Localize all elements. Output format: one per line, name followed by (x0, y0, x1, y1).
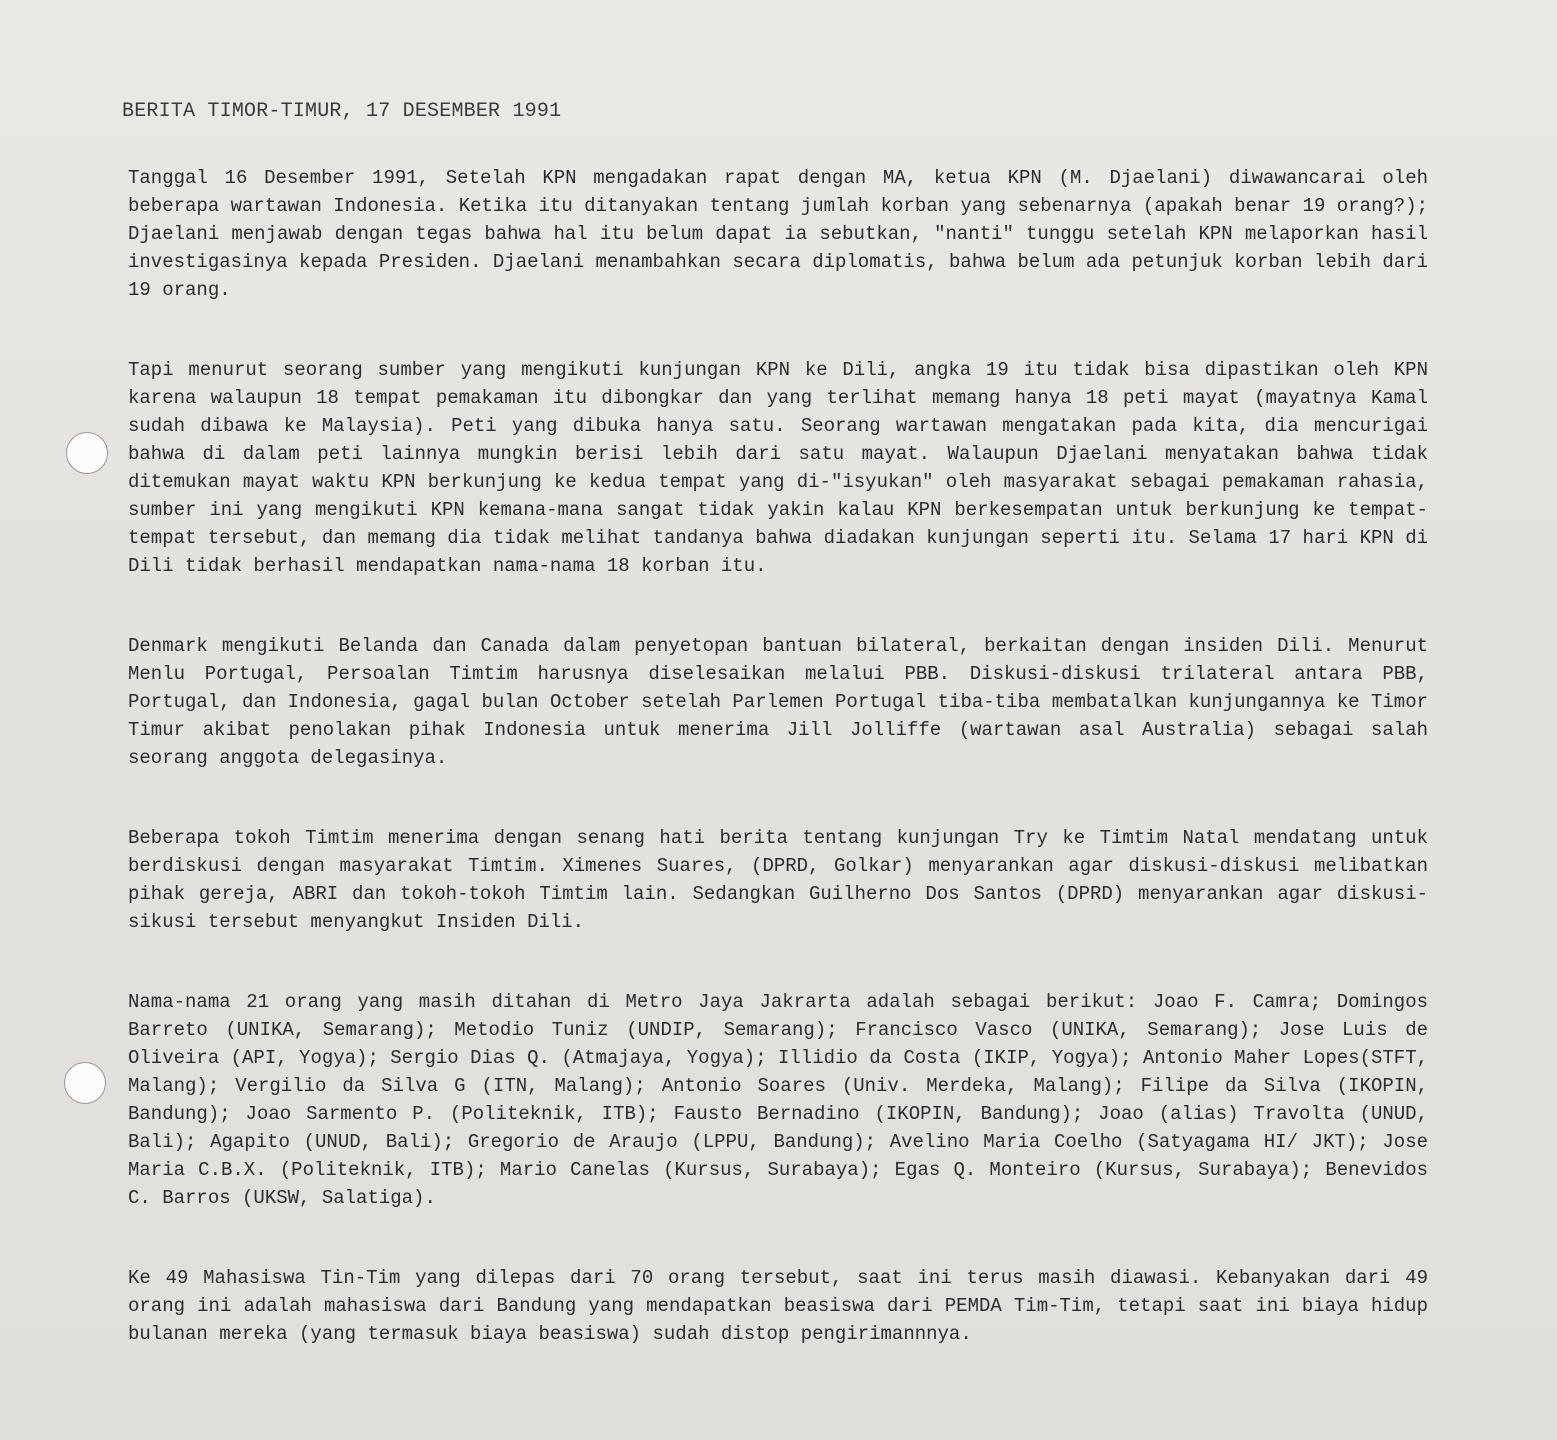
punch-hole (64, 1062, 106, 1104)
document-body (128, 164, 1428, 1348)
paragraph: Nama-nama 21 orang yang masih ditahan di Metro Jaya Jakrarta adalah sebagai berikut: Joao F. Camra; Domingos Barreto (UNIKA, Semarang); Metodio Tuniz (UNDIP, Semarang); Francisco Vasco (UNIKA, Semarang); Jose Luis de Oliveira (API, Yogya); Sergio Dias Q. (Atmajaya, Yogya); Illidio da Costa (IKIP, Yogya); Antonio Maher Lopes(STFT, Malang); Vergilio da Silva G (ITN, Malang); Antonio Soares (Univ. Merdeka, Malang); Filipe da Silva (IKOPIN, Bandung); Joao Sarmento P. (Politeknik, ITB); Fausto Bernadino (IKOPIN, Bandung); Joao (alias) Travolta (UNUD, Bali); Agapito (UNUD, Bali); Gregorio de Araujo (LPPU, Bandung); Avelino Maria Coelho (Satyagama HI/ JKT); Jose Maria C.B.X. (Politeknik, ITB); Mario Canelas (Kursus, Surabaya); Egas Q. Monteiro (Kursus, Surabaya); Benevidos C. Barros (UKSW, Salatiga). (128, 991, 1428, 1209)
paragraph: Tapi menurut seorang sumber yang mengikuti kunjungan KPN ke Dili, angka 19 itu tidak bisa dipastikan oleh KPN karena walaupun 18 tempat pemakaman itu dibongkar dan yang terlihat memang hanya 18 peti mayat (mayatnya Kamal sudah dibawa ke Malaysia). Peti yang dibuka hanya satu. Seorang wartawan mengatakan pada kita, dia mencurigai bahwa di dalam peti lainnya mungkin berisi lebih dari satu mayat. Walaupun Djaelani menyatakan bahwa tidak ditemukan mayat waktu KPN berkunjung ke kedua tempat yang di-"isyukan" oleh masyarakat sebagai pemakaman rahasia, sumber ini yang mengikuti KPN kemana-mana sangat tidak yakin kalau KPN berkesempatan untuk berkunjung ke tempat-tempat tersebut, dan memang dia tidak melihat tandanya bahwa diadakan kunjungan seperti itu. Selama 17 hari KPN di Dili tidak berhasil mendapatkan nama-nama 18 korban itu. (128, 359, 1428, 577)
document-header: BERITA TIMOR-TIMUR, 17 DESEMBER 1991 (122, 100, 562, 123)
punch-hole (66, 432, 108, 474)
paragraph: Ke 49 Mahasiswa Tin-Tim yang dilepas dari 70 orang tersebut, saat ini terus masih diawasi. Kebanyakan dari 49 orang ini adalah mahasiswa dari Bandung yang mendapatkan beasiswa dari PEMDA Tim-Tim, tetapi saat ini biaya hidup bulanan mereka (yang termasuk biaya beasiswa) sudah distop pengirimannnya. (128, 1267, 1428, 1345)
paragraph: Tanggal 16 Desember 1991, Setelah KPN mengadakan rapat dengan MA, ketua KPN (M. Djaelani) diwawancarai oleh beberapa wartawan Indonesia. Ketika itu ditanyakan tentang jumlah korban yang sebenarnya (apakah benar 19 orang?); Djaelani menjawab dengan tegas bahwa hal itu belum dapat ia sebutkan, "nanti" tunggu setelah KPN melaporkan hasil investigasinya kepada Presiden. Djaelani menambahkan secara diplomatis, bahwa belum ada petunjuk korban lebih dari 19 orang. (128, 167, 1428, 301)
paragraph: Denmark mengikuti Belanda dan Canada dalam penyetopan bantuan bilateral, berkaitan dengan insiden Dili. Menurut Menlu Portugal, Persoalan Timtim harusnya diselesaikan melalui PBB. Diskusi-diskusi trilateral antara PBB, Portugal, dan Indonesia, gagal bulan October setelah Parlemen Portugal tiba-tiba membatalkan kunjungannya ke Timor Timur akibat penolakan pihak Indonesia untuk menerima Jill Jolliffe (wartawan asal Australia) sebagai salah seorang anggota delegasinya. (128, 635, 1428, 769)
paragraph: Beberapa tokoh Timtim menerima dengan senang hati berita tentang kunjungan Try ke Timtim Natal mendatang untuk berdiskusi dengan masyarakat Timtim. Ximenes Suares, (DPRD, Golkar) menyarankan agar diskusi-diskusi melibatkan pihak gereja, ABRI dan tokoh-tokoh Timtim lain. Sedangkan Guilherno Dos Santos (DPRD) menyarankan agar diskusi-sikusi tersebut menyangkut Insiden Dili. (128, 827, 1428, 933)
